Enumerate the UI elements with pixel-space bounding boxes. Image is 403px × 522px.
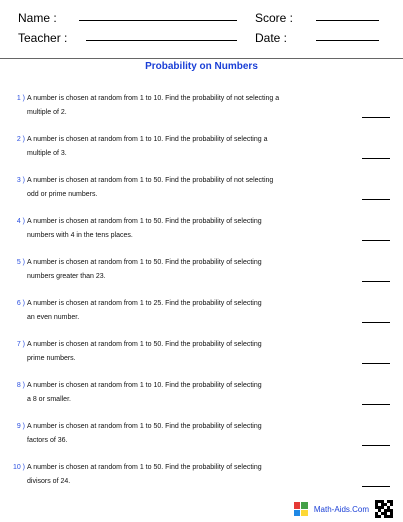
brand-link[interactable]: Math-Aids.Com xyxy=(313,504,369,514)
question-text: A number is chosen at random from 1 to 50. Find the probability of selecting xyxy=(27,218,262,225)
teacher-label: Teacher : xyxy=(18,31,68,45)
math-aids-logo-icon xyxy=(294,502,308,516)
question-text: A number is chosen at random from 1 to 10. Find the probability of selecting a xyxy=(27,136,268,143)
name-label: Name : xyxy=(18,11,57,25)
question-number: 2 ) xyxy=(16,136,25,143)
question-text-cont: a 8 or smaller. xyxy=(27,396,71,403)
question-text: A number is chosen at random from 1 to 25. Find the probability of selecting xyxy=(27,300,262,307)
question-text: A number is chosen at random from 1 to 50. Find the probability of selecting xyxy=(27,423,262,430)
footer xyxy=(294,500,393,518)
question-text: A number is chosen at random from 1 to 50. Find the probability of selecting xyxy=(27,341,262,348)
answer-blank[interactable] xyxy=(362,281,390,282)
question-number: 1 ) xyxy=(16,95,25,102)
answer-blank[interactable] xyxy=(362,322,390,323)
score-line[interactable] xyxy=(316,20,379,21)
question-text-cont: numbers with 4 in the tens places. xyxy=(27,232,133,239)
question-text-cont: multiple of 2. xyxy=(27,109,67,116)
question-text-cont: divisors of 24. xyxy=(27,478,71,485)
teacher-line[interactable] xyxy=(86,40,237,41)
question-text-cont: multiple of 3. xyxy=(27,150,67,157)
answer-blank[interactable] xyxy=(362,117,390,118)
date-label: Date : xyxy=(255,31,288,45)
question-number: 5 ) xyxy=(16,259,25,266)
question-text: A number is chosen at random from 1 to 50. Find the probability of selecting xyxy=(27,464,262,471)
question-number: 6 ) xyxy=(16,300,25,307)
question-text-cont: an even number. xyxy=(27,314,80,321)
answer-blank[interactable] xyxy=(362,445,390,446)
answer-blank[interactable] xyxy=(362,240,390,241)
date-line[interactable] xyxy=(316,40,379,41)
question-text-cont: numbers greater than 23. xyxy=(27,273,106,280)
answer-blank[interactable] xyxy=(362,199,390,200)
answer-blank[interactable] xyxy=(362,404,390,405)
question-text: A number is chosen at random from 1 to 10. Find the probability of selecting xyxy=(27,382,262,389)
question-text: A number is chosen at random from 1 to 50. Find the probability of not selecting xyxy=(27,177,274,184)
question-text-cont: prime numbers. xyxy=(27,355,76,362)
question-number: 9 ) xyxy=(16,423,25,430)
question-text-cont: odd or prime numbers. xyxy=(27,191,98,198)
qr-code-icon xyxy=(375,500,393,518)
answer-blank[interactable] xyxy=(362,363,390,364)
question-number: 7 ) xyxy=(16,341,25,348)
name-line[interactable] xyxy=(79,20,237,21)
question-text: A number is chosen at random from 1 to 10. Find the probability of not selecting a xyxy=(27,95,280,102)
question-number: 10 ) xyxy=(12,464,25,471)
score-label: Score : xyxy=(255,11,294,25)
question-text-cont: factors of 36. xyxy=(27,437,68,444)
question-number: 8 ) xyxy=(16,382,25,389)
answer-blank[interactable] xyxy=(362,158,390,159)
worksheet-title: Probability on Numbers xyxy=(145,61,258,72)
question-number: 4 ) xyxy=(16,218,25,225)
question-text: A number is chosen at random from 1 to 50. Find the probability of selecting xyxy=(27,259,262,266)
question-number: 3 ) xyxy=(16,177,25,184)
header-divider xyxy=(0,58,403,59)
answer-blank[interactable] xyxy=(362,486,390,487)
